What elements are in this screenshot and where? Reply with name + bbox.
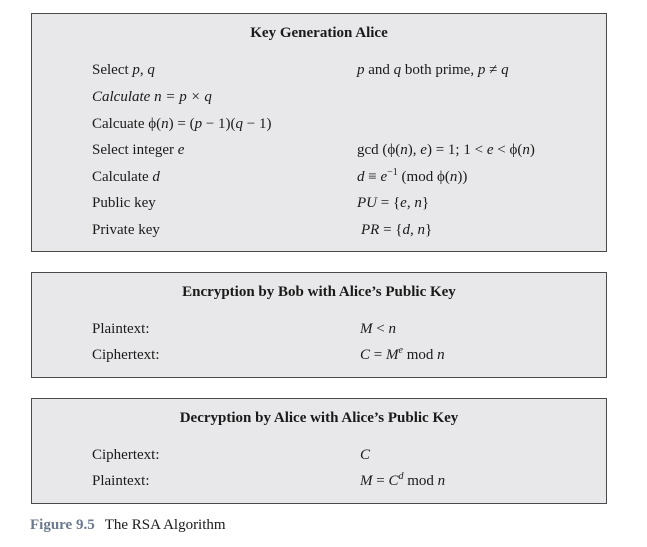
enc-ciphertext-label: Ciphertext: xyxy=(92,347,160,363)
decryption-title: Decryption by Alice with Alice’s Public Key xyxy=(179,410,459,426)
calculate-n-label: Calculate n = p × q xyxy=(92,89,212,105)
key-generation-panel xyxy=(31,13,607,252)
public-key-label: Public key xyxy=(92,195,156,211)
enc-plaintext-value: M < n xyxy=(360,321,396,337)
figure-caption xyxy=(30,517,226,534)
private-key-value: PR = {d, n} xyxy=(361,222,433,238)
enc-plaintext-label: Plaintext: xyxy=(92,321,150,337)
decryption-panel xyxy=(31,398,607,504)
encryption-title: Encryption by Bob with Alice’s Public Key xyxy=(182,284,456,300)
figure-number: Figure 9.5 xyxy=(30,517,95,533)
dec-ciphertext-value: C xyxy=(360,447,371,463)
private-key-label: Private key xyxy=(92,222,160,238)
dec-plaintext-value: $M = C^d$ mod n xyxy=(360,471,446,489)
e-condition: gcd (ϕ(n), e) = 1; 1 < e < ϕ(n) xyxy=(357,142,535,158)
select-e-label: Select integer e xyxy=(92,142,185,158)
select-pq-label: Select p, q xyxy=(92,62,155,78)
dec-plaintext-label: Plaintext: xyxy=(92,473,150,489)
enc-ciphertext-value: $C = M^e$ mod n xyxy=(360,345,445,363)
encryption-panel xyxy=(31,272,607,378)
d-condition: $d \equiv e^{-1}$ (mod ϕ(n)) xyxy=(357,167,468,185)
public-key-value: PU = {e, n} xyxy=(357,195,430,211)
calculate-d-label: Calculate d xyxy=(92,169,160,185)
dec-ciphertext-label: Ciphertext: xyxy=(92,447,160,463)
figure-caption-text: The RSA Algorithm xyxy=(104,517,226,533)
key-generation-title: Key Generation Alice xyxy=(250,25,388,41)
pq-prime-condition: p and q both prime, p ≠ q xyxy=(357,62,509,78)
calculate-phi-label: Calcuate ϕ(n) = (p − 1)(q − 1) xyxy=(92,116,272,132)
